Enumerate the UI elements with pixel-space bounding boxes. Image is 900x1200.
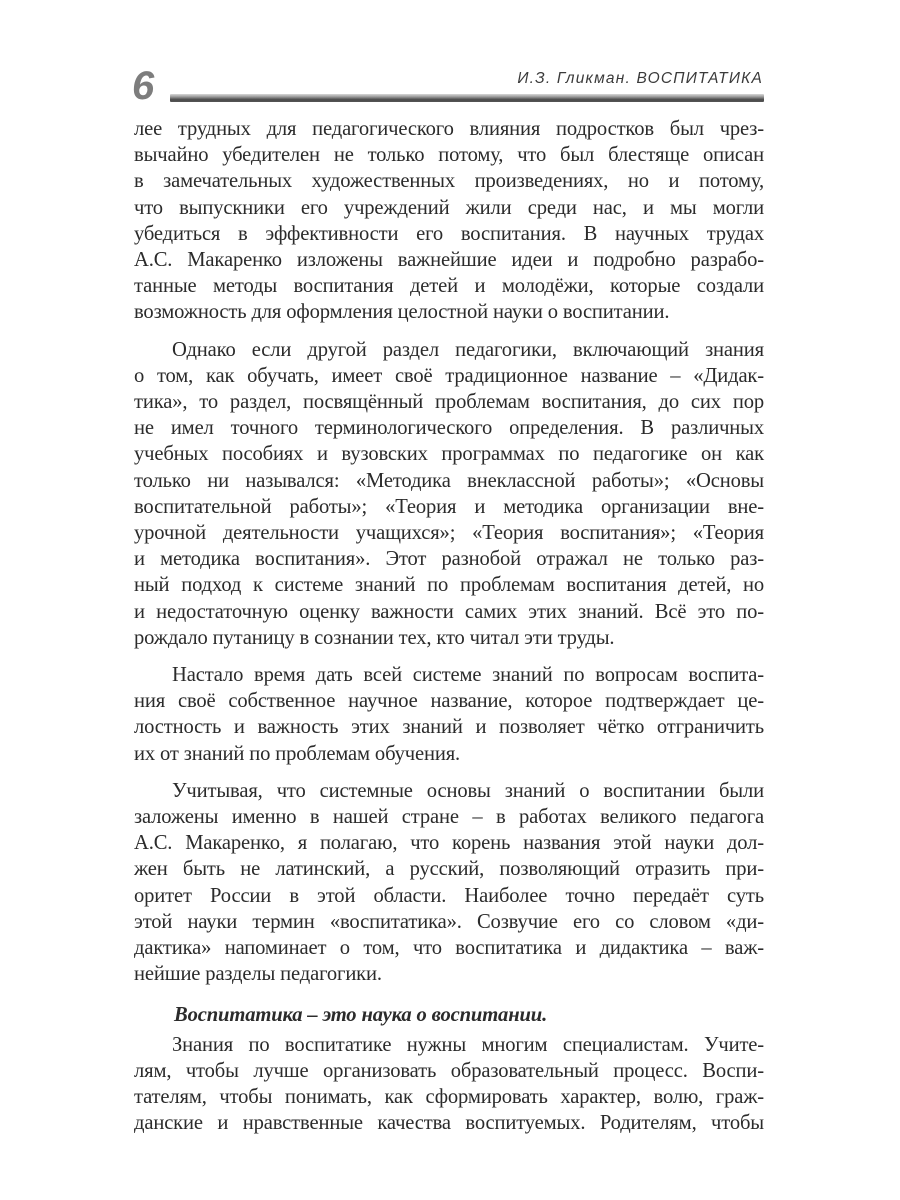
text-line: жен быть не латинский, а русский, позволяющий отразить при-: [134, 858, 764, 881]
text-line: этой науки термин «воспитатика». Созвучие его со словом «ди-: [134, 910, 764, 933]
text-line: Однако если другой раздел педагогики, включающий знания: [172, 338, 764, 361]
text-line: вычайно убедителен не только потому, что был блестяще описан: [134, 144, 764, 167]
text-line: А.С. Макаренко, я полагаю, что корень названия этой науки дол-: [134, 832, 764, 855]
text-line: оритет России в этой области. Наиболее точно передаёт суть: [134, 884, 764, 907]
text-line: лостность и важность этих знаний и позволяет чётко отграничить: [134, 716, 764, 739]
text-line: убедиться в эффективности его воспитания. В научных трудах: [134, 222, 764, 245]
text-line: учебных пособиях и вузовских программах по педагогике он как: [134, 443, 764, 466]
header-rule-divider: [170, 94, 764, 102]
text-line: Учитывая, что системные основы знаний о воспитании были: [172, 779, 764, 802]
paragraph-1: [134, 116, 764, 326]
body-text: [134, 116, 764, 1137]
text-line: и недостаточную оценку важности самих этих знаний. Всё это по-: [134, 600, 764, 623]
paragraph-3: [134, 662, 764, 767]
text-line: лям, чтобы лучше организовать образовательный процесс. Воспи-: [134, 1059, 764, 1082]
text-line: А.С. Макаренко изложены важнейшие идеи и подробно разрабо-: [134, 249, 764, 272]
paragraph-5: [134, 1032, 764, 1137]
text-line: нейшие разделы педагогики.: [134, 963, 382, 986]
text-line: урочной деятельности учащихся»; «Теория воспитания»; «Теория: [134, 522, 764, 545]
text-line: и методика воспитания». Этот разнобой отражал не только раз-: [134, 548, 764, 571]
paragraph-4: [134, 778, 764, 988]
paragraph-2: [134, 337, 764, 651]
thesis-text: Воспитатика – это наука о воспитании.: [174, 1003, 548, 1026]
text-line: Знания по воспитатике нужны многим специалистам. Учите-: [172, 1033, 764, 1056]
thesis-statement: [134, 1002, 764, 1028]
text-line: о том, как обучать, имеет своё традиционное название – «Дидак-: [134, 364, 764, 387]
text-line: Настало время дать всей системе знаний по вопросам воспита-: [172, 664, 764, 687]
text-line: данские и нравственные качества воспитуемых. Родителям, чтобы: [134, 1112, 764, 1135]
text-line: тателям, чтобы понимать, как сформировать характер, волю, граж-: [134, 1086, 764, 1109]
text-line: ный подход к системе знаний по проблемам воспитания детей, но: [134, 574, 764, 597]
text-line: не имел точного терминологического определения. В различных: [134, 417, 764, 440]
text-line: лее трудных для педагогического влияния подростков был чрез-: [134, 118, 764, 140]
text-line: танные методы воспитания детей и молодёжи, которые создали: [134, 275, 764, 298]
text-line: дактика» напоминает о том, что воспитатика и дидактика – важ-: [134, 937, 764, 960]
running-title: И.З. Гликман. ВОСПИТАТИКА: [517, 70, 763, 87]
text-line: только ни назывался: «Методика внеклассной работы»; «Основы: [134, 469, 764, 492]
page-header: [0, 0, 900, 110]
text-line: их от знаний по проблемам обучения.: [134, 742, 461, 765]
text-line: рождало путаницу в сознании тех, кто читал эти труды.: [134, 626, 615, 649]
text-line: возможность для оформления целостной науки о воспитании.: [134, 301, 670, 324]
text-line: ния своё собственное научное название, которое подтверждает це-: [134, 690, 764, 713]
text-line: в замечательных художественных произведениях, но и потому,: [134, 170, 764, 193]
text-line: что выпускники его учреждений жили среди нас, и мы могли: [134, 196, 764, 219]
page-number: 6: [132, 64, 155, 108]
text-line: заложены именно в нашей стране – в работах великого педагога: [134, 806, 764, 829]
text-line: тика», то раздел, посвящённый проблемам воспитания, до сих пор: [134, 391, 764, 414]
text-line: воспитательной работы»; «Теория и методика организации вне-: [134, 495, 764, 518]
